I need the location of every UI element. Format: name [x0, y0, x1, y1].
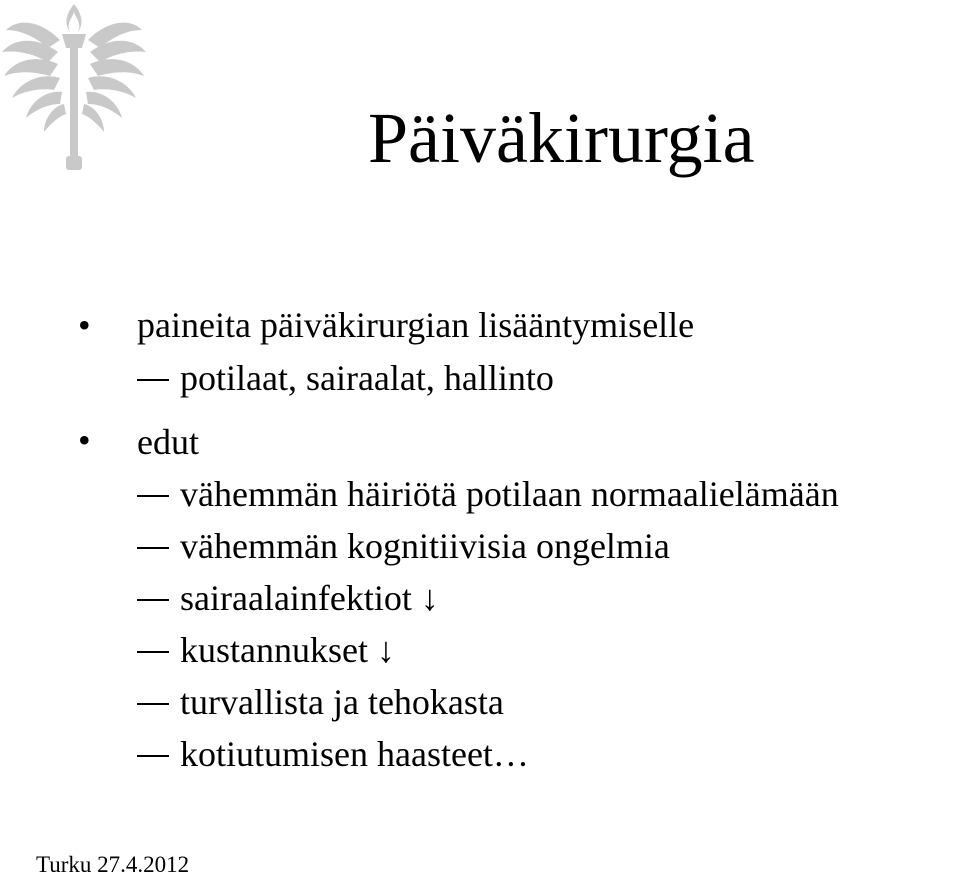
dash-marker — [137, 379, 169, 381]
arrow-down-icon: ↓ — [420, 578, 439, 618]
dash-marker — [137, 755, 169, 757]
dash-marker — [137, 599, 169, 601]
sub-item: vähemmän kognitiivisia ongelmia — [180, 526, 670, 566]
dash-marker — [137, 703, 169, 705]
sub-item: potilaat, sairaalat, hallinto — [180, 358, 554, 398]
arrow-down-icon: ↓ — [376, 630, 395, 670]
footer-date: Turku 27.4.2012 — [36, 852, 190, 877]
sub-item-with-trend — [180, 576, 439, 620]
sub-item-with-trend — [180, 628, 395, 672]
university-torch-seal-icon — [0, 0, 148, 176]
dash-marker — [137, 495, 169, 497]
bullet-item: edut — [137, 422, 199, 462]
bullet-marker: • — [78, 420, 91, 460]
sub-item: turvallista ja tehokasta — [180, 682, 504, 722]
dash-marker — [137, 651, 169, 653]
sub-item-label: sairaalainfektiot — [180, 578, 412, 618]
bullet-item: paineita päiväkirurgian lisääntymiselle — [137, 305, 695, 345]
sub-item: kotiutumisen haasteet… — [180, 734, 529, 774]
sub-item: vähemmän häiriötä potilaan normaalielämään — [180, 474, 839, 514]
sub-item-label: kustannukset — [180, 630, 368, 670]
dash-marker — [137, 547, 169, 549]
slide-title: Päiväkirurgia — [368, 98, 755, 178]
bullet-marker: • — [78, 305, 91, 345]
